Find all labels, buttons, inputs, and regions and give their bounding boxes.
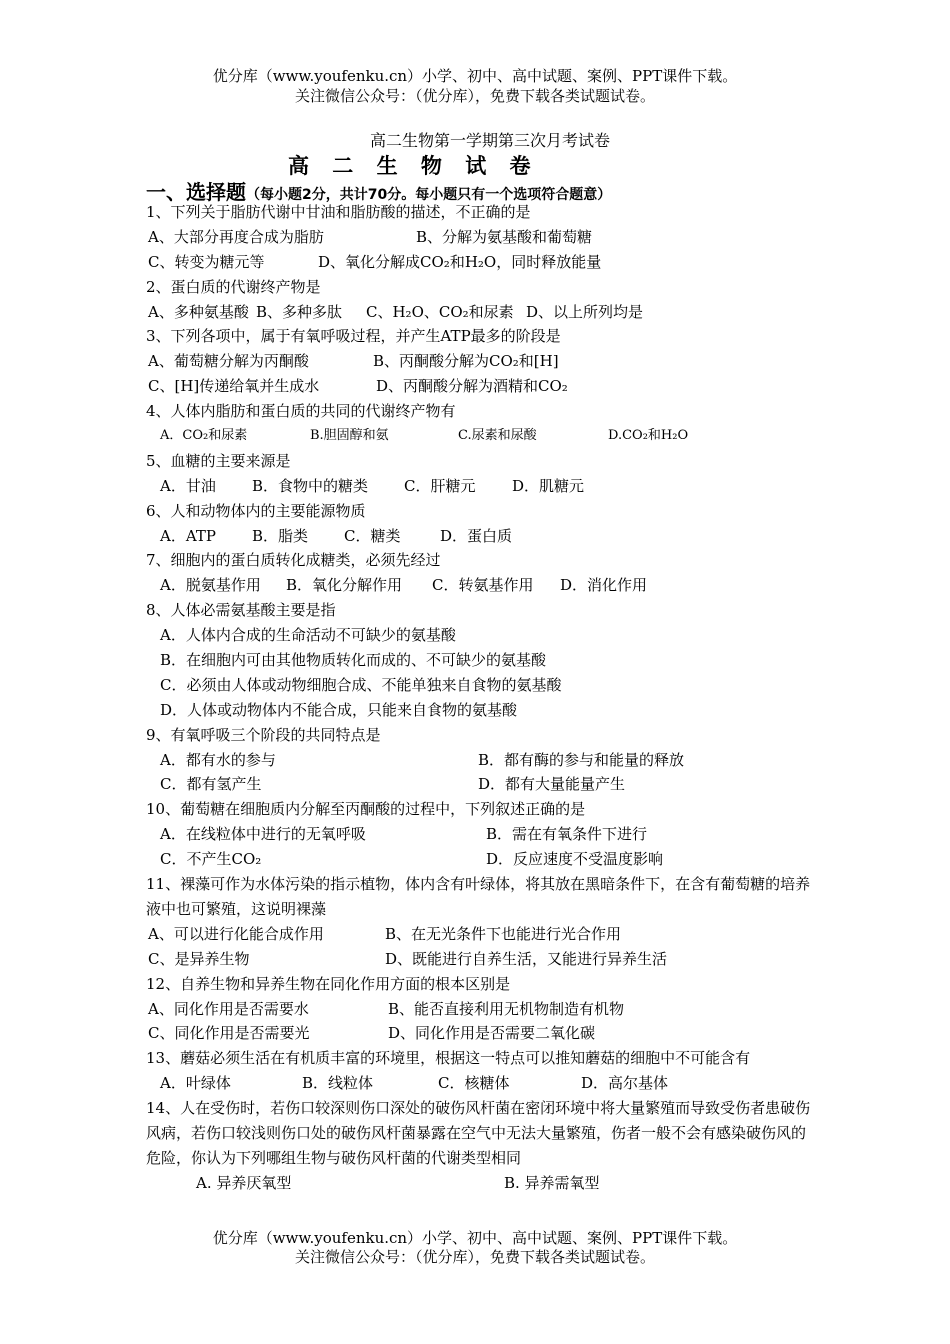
option-row [146,1171,816,1196]
exam-subtitle: 高 二 生 物 试 卷 [288,154,539,178]
option-b: B、多种多肽 [256,302,343,321]
option-a: A、大部分再度合成为脂肪 [148,227,324,246]
question-stem: 8、人体必需氨基酸主要是指 [146,601,336,620]
question-stem: 11、裸藻可作为水体污染的指示植物，体内含有叶绿体，将其放在黑暗条件下，在含有葡萄糖的培养液中也可繁殖，这说明裸藻 [146,875,811,918]
option-a: A．甘油 [160,476,216,495]
option-c: C、是异养生物 [148,949,250,968]
option-b: B．线粒体 [302,1074,374,1093]
option-c: C．转氨基作用 [432,576,534,595]
option-a: A．在线粒体中进行的无氧呼吸 [160,825,366,844]
option-a: A、可以进行化能合成作用 [148,924,324,943]
option-c: C、同化作用是否需要光 [148,1024,310,1043]
option-d: D．高尔基体 [581,1074,669,1093]
question-stem: 1、下列关于脂肪代谢中甘油和脂肪酸的描述，不正确的是 [146,203,531,221]
option-a: A．都有水的参与 [160,750,276,769]
question-stem: 13、蘑菇必须生活在有机质丰富的环境里，根据这一特点可以推知蘑菇的细胞中不可能含有 [146,1049,751,1068]
option-b: B.胆固醇和氨 [310,428,389,444]
option-c: C．不产生CO₂ [160,850,262,869]
option-row [146,822,816,847]
option-row [146,847,816,872]
question-stem: 9、有氧呼吸三个阶段的共同特点是 [146,725,381,744]
option-c: C．都有氢产生 [160,775,262,794]
option-b: B、在无光条件下也能进行光合作用 [385,924,622,943]
option-d: D、氧化分解成CO₂和H₂O，同时释放能量 [318,252,602,271]
option-c: C．糖类 [344,526,401,545]
header-line-2: 关注微信公众号：（优分库），免费下载各类试题试卷。 [294,87,655,105]
option-row [146,250,816,275]
option-c: C、H₂O、CO₂和尿素 [366,302,514,321]
option-row [146,1071,816,1096]
question-stem: 14、人在受伤时，若伤口较深则伤口深处的破伤风杆菌在密闭环境中将大量繁殖而导致受伤者患破伤风病，若伤口较浅则伤口处的破伤风杆菌暴露在空气中无法大量繁殖，伤者一般不会有感染破伤风的危险，你认为下列哪组生物与破伤风杆菌的代谢类型相同 [146,1099,811,1167]
option-b: B．需在有氧条件下进行 [486,825,648,844]
option-row [146,772,816,797]
option-row [146,374,816,399]
option-b: B．都有酶的参与和能量的释放 [478,750,685,769]
option-d: D、以上所列均是 [526,302,644,321]
option-d: D．都有大量能量产生 [478,775,626,794]
question-list [146,200,816,1196]
option-b: B. 异养需氧型 [504,1173,600,1192]
option-a: A．人体内合成的生命活动不可缺少的氨基酸 [160,626,456,645]
option-b: B．脂类 [252,526,309,545]
question-stem: 6、人和动物体内的主要能源物质 [146,501,366,520]
question-stem: 3、下列各项中，属于有氧呼吸过程，并产生ATP最多的阶段是 [146,327,561,346]
option-d: D．蛋白质 [440,526,513,545]
question-stem: 10、葡萄糖在细胞质内分解至丙酮酸的过程中，下列叙述正确的是 [146,800,586,819]
option-row [146,349,816,374]
question-stem: 4、人体内脂肪和蛋白质的共同的代谢终产物有 [146,402,456,421]
option-row [146,474,816,499]
question-stem: 5、血糖的主要来源是 [146,451,291,470]
option-d: D、既能进行自养生活，又能进行异养生活 [385,949,668,968]
option-row [146,922,816,947]
option-b: B．在细胞内可由其他物质转化而成的、不可缺少的氨基酸 [160,651,547,670]
option-b: B．食物中的糖类 [252,476,369,495]
option-d: D．人体或动物体内不能合成，只能来自食物的氨基酸 [160,700,518,719]
question-stem: 7、细胞内的蛋白质转化成糖类，必须先经过 [146,551,441,570]
option-a: A、葡萄糖分解为丙酮酸 [148,352,309,371]
option-c: C、[H]传递给氧并生成水 [148,377,320,396]
option-row [146,1021,816,1046]
exam-title: 高二生物第一学期第三次月考试卷 [369,131,610,150]
option-c: C．肝糖元 [404,476,476,495]
option-b: B．氧化分解作用 [286,576,403,595]
option-a: A．ATP [160,526,216,545]
option-d: D、丙酮酸分解为酒精和CO₂ [376,377,568,396]
option-a: A. 异养厌氧型 [196,1173,292,1192]
option-d: D.CO₂和H₂O [608,428,689,444]
option-a: A、同化作用是否需要水 [148,999,309,1018]
option-row [146,300,816,325]
option-d: D．消化作用 [560,576,648,595]
question-stem: 2、蛋白质的代谢终产物是 [146,277,321,296]
option-c: C．核糖体 [438,1074,510,1093]
option-d: D、同化作用是否需要二氧化碳 [388,1024,596,1043]
footer-line-2: 关注微信公众号：（优分库），免费下载各类试题试卷。 [294,1248,655,1266]
footer-line-1: 优分库（www.youfenku.cn）小学、初中、高中试题、案例、PPT课件下载。 [212,1229,738,1247]
option-row [146,424,816,449]
option-c: C．必须由人体或动物细胞合成、不能单独来自食物的氨基酸 [160,675,562,694]
option-row [146,524,816,549]
option-a: A、多种氨基酸 [148,302,249,321]
option-a: A．脱氨基作用 [160,576,261,595]
option-row [146,748,816,773]
option-a: A．CO₂和尿素 [160,428,248,444]
option-row [146,947,816,972]
option-b: B、能否直接利用无机物制造有机物 [388,999,625,1018]
option-c: C、转变为糖元等 [148,252,265,271]
option-d: D．肌糖元 [512,476,585,495]
section-title: 一、选择题 [146,180,246,204]
header-line-1: 优分库（www.youfenku.cn）小学、初中、高中试题、案例、PPT课件下载。 [212,67,738,85]
section-note: （每小题2分，共计70分。每小题只有一个选项符合题意） [246,187,612,203]
option-d: D．反应速度不受温度影响 [486,850,664,869]
option-row [146,225,816,250]
option-a: A．叶绿体 [160,1074,231,1093]
option-row [146,573,816,598]
option-c: C.尿素和尿酸 [458,428,537,444]
question-stem: 12、自养生物和异养生物在同化作用方面的根本区别是 [146,974,511,993]
option-row [146,997,816,1022]
option-b: B、分解为氨基酸和葡萄糖 [416,227,593,246]
option-b: B、丙酮酸分解为CO₂和[H] [373,352,559,371]
